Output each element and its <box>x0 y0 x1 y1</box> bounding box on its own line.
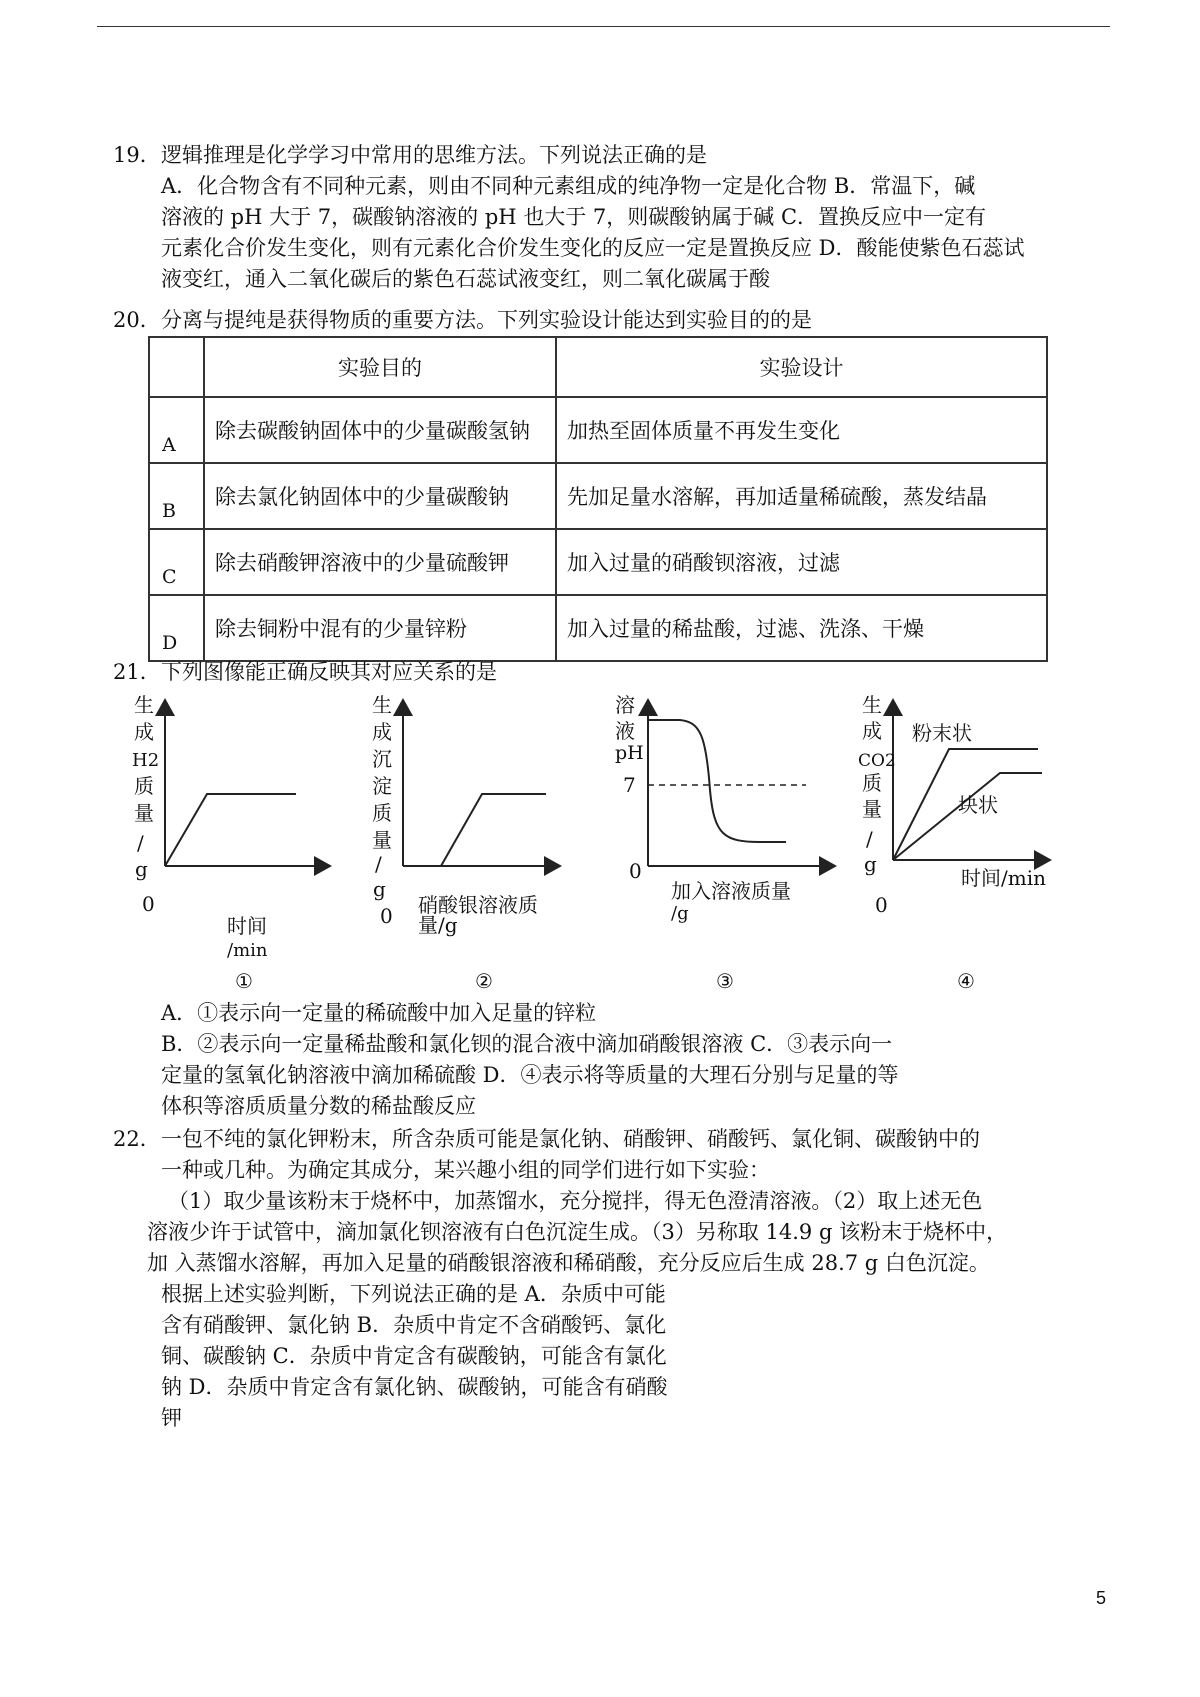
q21-option-line: A．①表示向一定量的稀硫酸中加入足量的锌粒 <box>161 1001 597 1025</box>
graph-2-origin: 0 <box>380 904 393 928</box>
q22-line: 根据上述实验判断，下列说法正确的是 A．杂质中可能 <box>161 1282 666 1306</box>
q21-option-line: B．②表示向一定量稀盐酸和氯化钡的混合液中滴加硝酸银溶液 C．③表示向一 <box>161 1032 893 1056</box>
q19-line: 液变红，通入二氧化碳后的紫色石蕊试液变红，则二氧化碳属于酸 <box>161 267 770 291</box>
q19-stem: 逻辑推理是化学学习中常用的思维方法。下列说法正确的是 <box>161 143 707 167</box>
graph-2-curve <box>403 794 546 866</box>
table-cell-design: 加入过量的硝酸钡溶液，过滤 <box>556 529 1047 595</box>
graph-4-mark: ④ <box>957 969 975 993</box>
q22-line: （1）取少量该粉末于烧杯中，加蒸馏水，充分搅拌，得无色澄清溶液。（2）取上述无色 <box>168 1189 983 1213</box>
q21-number: 21． <box>113 660 161 684</box>
table-cell-goal: 除去碳酸钠固体中的少量碳酸氢钠 <box>204 397 556 463</box>
graph-3-curve <box>648 720 786 842</box>
q19-line: 元素化合价发生变化，则有元素化合价发生变化的反应一定是置换反应 D．酸能使紫色石蕊试 <box>161 236 1025 260</box>
graph-2-y-label: 淀 <box>372 774 392 798</box>
graph-3-y-label: pH <box>615 742 644 764</box>
graph-3-tick-7: 7 <box>623 773 636 797</box>
graph-4-y-label: 成 <box>862 719 882 743</box>
graph-3-origin: 0 <box>629 859 642 883</box>
graph-2 <box>372 693 560 993</box>
graph-1-mark: ① <box>235 969 253 993</box>
table-cell-option: D <box>149 595 204 661</box>
graph-1-curve <box>165 794 296 866</box>
q19-line: A．化合物含有不同种元素，则由不同种元素组成的纯净物一定是化合物 B．常温下，碱 <box>161 174 976 198</box>
graph-2-mark: ② <box>475 969 493 993</box>
graph-1-y-label: g <box>135 857 148 881</box>
graph-1-x-unit: /min <box>227 940 268 961</box>
q22-line: 钠 D．杂质中肯定含有氯化钠、碳酸钠，可能含有硝酸 <box>161 1375 668 1399</box>
table-cell-goal: 除去硝酸钾溶液中的少量硫酸钾 <box>204 529 556 595</box>
q22-line: 钾 <box>161 1406 182 1430</box>
graph-1-y-label: 质 <box>134 774 154 798</box>
graph-2-y-label: 生 <box>372 693 392 717</box>
q21-stem: 下列图像能正确反映其对应关系的是 <box>161 660 497 684</box>
graph-4-y-label: 量 <box>862 797 882 821</box>
q22-line: 含有硝酸钾、氯化钠 B．杂质中肯定不含硝酸钙、氯化 <box>161 1313 667 1337</box>
graph-2-y-label: 质 <box>372 801 392 825</box>
table-cell-option: A <box>149 397 204 463</box>
graph-4-origin: 0 <box>875 893 888 917</box>
q22-line: 加 入蒸馏水溶解，再加入足量的硝酸银溶液和稀硝酸，充分反应后生成 28.7 g 白色沉淀。 <box>147 1251 990 1275</box>
graph-3 <box>615 693 835 993</box>
table-header-cell: 实验目的 <box>204 337 556 397</box>
q20-number: 20． <box>113 308 161 332</box>
graph-2-y-label: / <box>375 852 382 876</box>
graph-2-x-unit: 量/g <box>418 913 458 937</box>
q22-line: 一包不纯的氯化钾粉末，所含杂质可能是氯化钠、硝酸钾、硝酸钙、氯化铜、碳酸钠中的 <box>161 1127 980 1151</box>
table-cell-goal: 除去氯化钠固体中的少量碳酸钠 <box>204 463 556 529</box>
q22-line: 溶液少许于试管中，滴加氯化钡溶液有白色沉淀生成。（3）另称取 14.9 g 该粉末于烧杯中， <box>147 1220 1008 1244</box>
table-cell-option: B <box>149 463 204 529</box>
graph-2-y-label: g <box>373 877 386 901</box>
graph-3-x-label: 加入溶液质量 <box>671 879 791 903</box>
graph-3-y-label: 溶 <box>615 693 635 717</box>
graph-1-origin: 0 <box>142 892 155 916</box>
graph-4-y-label: 质 <box>862 771 882 795</box>
graph-1 <box>132 693 330 993</box>
graph-4-label-block: 块状 <box>958 793 998 817</box>
graph-1-x-label: 时间 <box>227 914 267 938</box>
page-number: 5 <box>1096 1588 1107 1608</box>
graph-2-y-label: 成 <box>372 720 392 744</box>
graph-3-mark: ③ <box>716 969 734 993</box>
q22-line: 铜、碳酸钠 C．杂质中肯定含有碳酸钠，可能含有氯化 <box>161 1344 667 1368</box>
table-cell-option: C <box>149 529 204 595</box>
graph-4-y-label: / <box>866 827 873 851</box>
q21-option-line: 体积等溶质质量分数的稀盐酸反应 <box>161 1094 476 1118</box>
graph-4-y-label: 生 <box>862 693 882 717</box>
table-cell-design: 加热至固体质量不再发生变化 <box>556 397 1047 463</box>
graph-4-y-label: CO2 <box>858 751 896 771</box>
table-cell-goal: 除去铜粉中混有的少量锌粉 <box>204 595 556 661</box>
graph-4-label-powder: 粉末状 <box>912 721 972 745</box>
graph-1-y-label: 量 <box>134 801 154 825</box>
q21-option-line: 定量的氢氧化钠溶液中滴加稀硫酸 D．④表示将等质量的大理石分别与足量的等 <box>161 1063 899 1087</box>
graph-3-y-label: 液 <box>615 719 635 743</box>
graph-2-x-label: 硝酸银溶液质 <box>418 893 538 917</box>
graph-1-y-label: H2 <box>132 750 160 771</box>
table-cell-design: 加入过量的稀盐酸，过滤、洗涤、干燥 <box>556 595 1047 661</box>
table-header-cell: 实验设计 <box>556 337 1047 397</box>
graph-1-y-label: 生 <box>134 693 154 717</box>
q19-number: 19． <box>113 143 161 167</box>
graph-1-y-label: 成 <box>134 720 154 744</box>
graph-4-y-label: g <box>864 852 877 876</box>
graph-2-y-label: 沉 <box>372 747 392 771</box>
graph-3-x-unit: /g <box>671 903 689 924</box>
q20-stem: 分离与提纯是获得物质的重要方法。下列实验设计能达到实验目的的是 <box>161 308 812 332</box>
graph-2-y-label: 量 <box>372 828 392 852</box>
table-cell-design: 先加足量水溶解，再加适量稀硫酸，蒸发结晶 <box>556 463 1047 529</box>
q22-number: 22． <box>113 1127 161 1151</box>
q22-line: 一种或几种。为确定其成分，某兴趣小组的同学们进行如下实验： <box>161 1158 770 1182</box>
graph-4 <box>858 693 1050 993</box>
q19-line: 溶液的 pH 大于 7，碳酸钠溶液的 pH 也大于 7，则碳酸钠属于碱 C．置换反应中一定有 <box>161 205 987 229</box>
graph-4-x-label: 时间/min <box>961 866 1046 890</box>
graph-1-y-label: / <box>137 831 144 855</box>
